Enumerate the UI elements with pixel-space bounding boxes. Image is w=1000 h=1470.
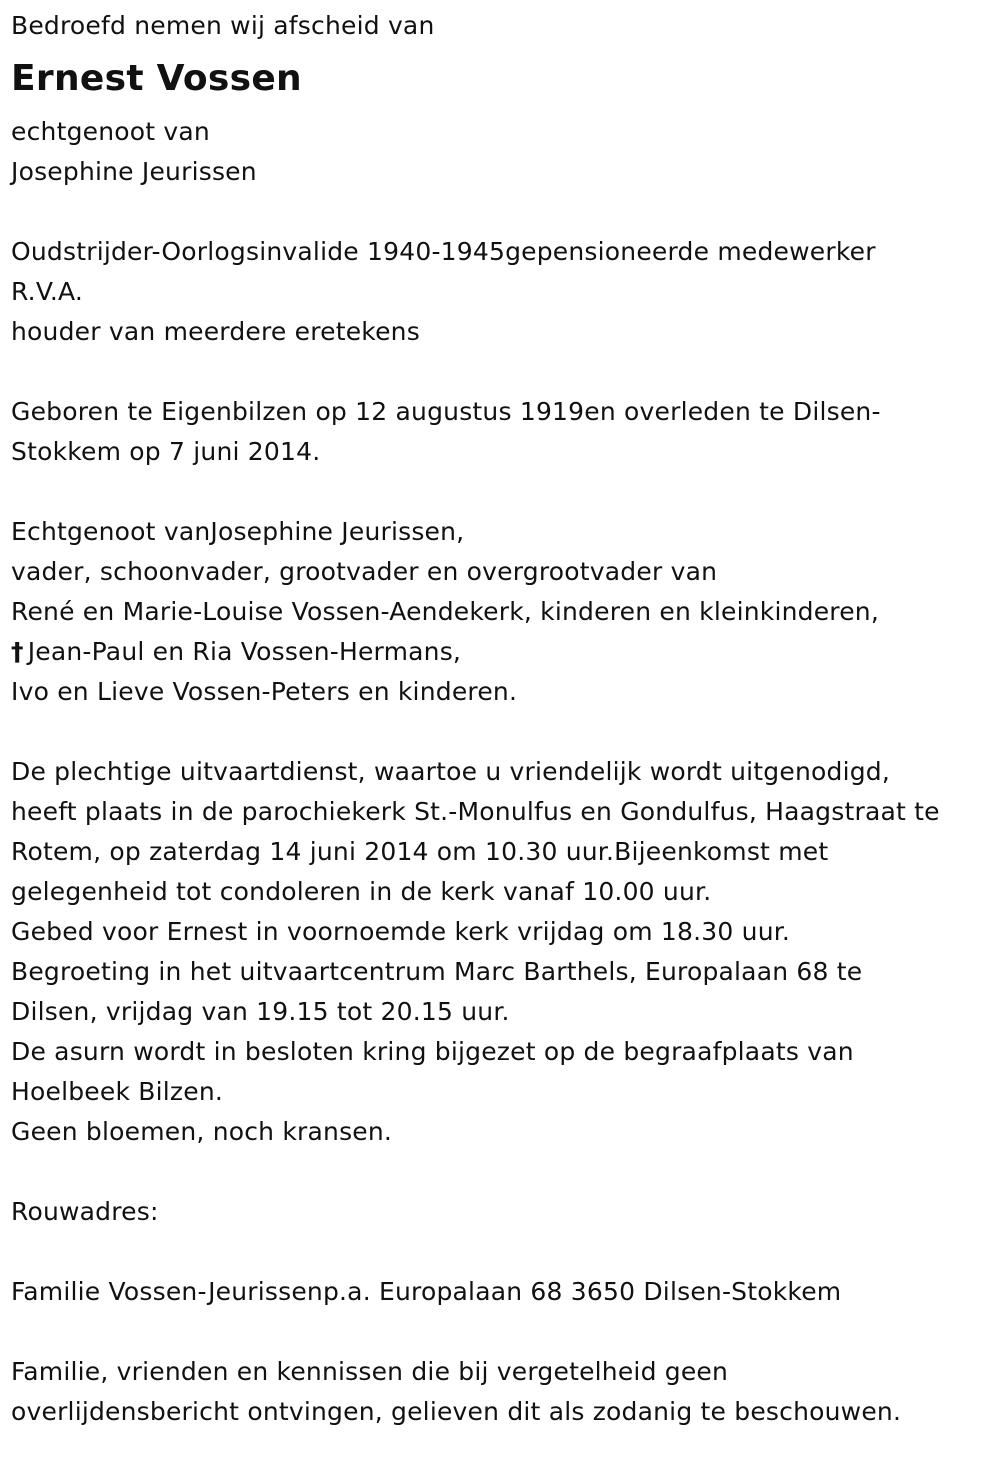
title-line: Oudstrijder-Oorlogsinvalide 1940-1945gepensioneerde medewerker (11, 237, 876, 266)
birth-death-line: Geboren te Eigenbilzen op 12 augustus 1919en overleden te Dilsen- (11, 397, 881, 426)
spouse-intro: echtgenoot van (11, 117, 210, 146)
closing-line: Familie, vrienden en kennissen die bij vergetelheid geen (11, 1357, 729, 1386)
service-line: Hoelbeek Bilzen. (11, 1077, 224, 1106)
service-line: De plechtige uitvaartdienst, waartoe u vriendelijk wordt uitgenodigd, (11, 757, 890, 786)
family-line: vader, schoonvader, grootvader en overgrootvader van (11, 557, 718, 586)
spacer (11, 1312, 996, 1352)
service-line: Gebed voor Ernest in voornoemde kerk vrijdag om 18.30 uur. (11, 917, 791, 946)
service-line: Dilsen, vrijdag van 19.15 tot 20.15 uur. (11, 997, 510, 1026)
title-line: houder van meerdere eretekens (11, 317, 420, 346)
spacer (11, 712, 996, 752)
service-line: heeft plaats in de parochiekerk St.-Monulfus en Gondulfus, Haagstraat te (11, 797, 940, 826)
spacer (11, 352, 996, 392)
family-line: Echtgenoot vanJosephine Jeurissen, (11, 517, 465, 546)
service-line: Geen bloemen, noch kransen. (11, 1117, 393, 1146)
family-line: René en Marie-Louise Vossen-Aendekerk, kinderen en kleinkinderen, (11, 597, 879, 626)
family-member-text: Jean-Paul en Ria Vossen-Hermans, (27, 637, 462, 666)
birth-death-line: Stokkem op 7 juni 2014. (11, 437, 321, 466)
title-line: R.V.A. (11, 277, 84, 306)
rouwadres-address: Familie Vossen-Jeurissenp.a. Europalaan 68 3650 Dilsen-Stokkem (11, 1277, 842, 1306)
spacer (11, 1232, 996, 1272)
service-line: Rotem, op zaterdag 14 juni 2014 om 10.30 uur.Bijeenkomst met (11, 837, 829, 866)
cross-icon: † (11, 637, 24, 666)
spacer (11, 472, 996, 512)
closing-line: overlijdensbericht ontvingen, gelieven dit als zodanig te beschouwen. (11, 1397, 902, 1426)
service-line: De asurn wordt in besloten kring bijgezet op de begraafplaats van (11, 1037, 854, 1066)
obituary-notice (11, 6, 996, 1432)
deceased-name: Ernest Vossen (11, 58, 302, 99)
family-line: Ivo en Lieve Vossen-Peters en kinderen. (11, 677, 518, 706)
spouse-name: Josephine Jeurissen (11, 157, 257, 186)
service-line: Begroeting in het uitvaartcentrum Marc Barthels, Europalaan 68 te (11, 957, 863, 986)
spacer (11, 192, 996, 232)
intro-text: Bedroefd nemen wij afscheid van (11, 11, 435, 40)
spacer (11, 1152, 996, 1192)
service-line: gelegenheid tot condoleren in de kerk vanaf 10.00 uur. (11, 877, 712, 906)
family-line-deceased (11, 632, 996, 672)
rouwadres-label: Rouwadres: (11, 1197, 159, 1226)
